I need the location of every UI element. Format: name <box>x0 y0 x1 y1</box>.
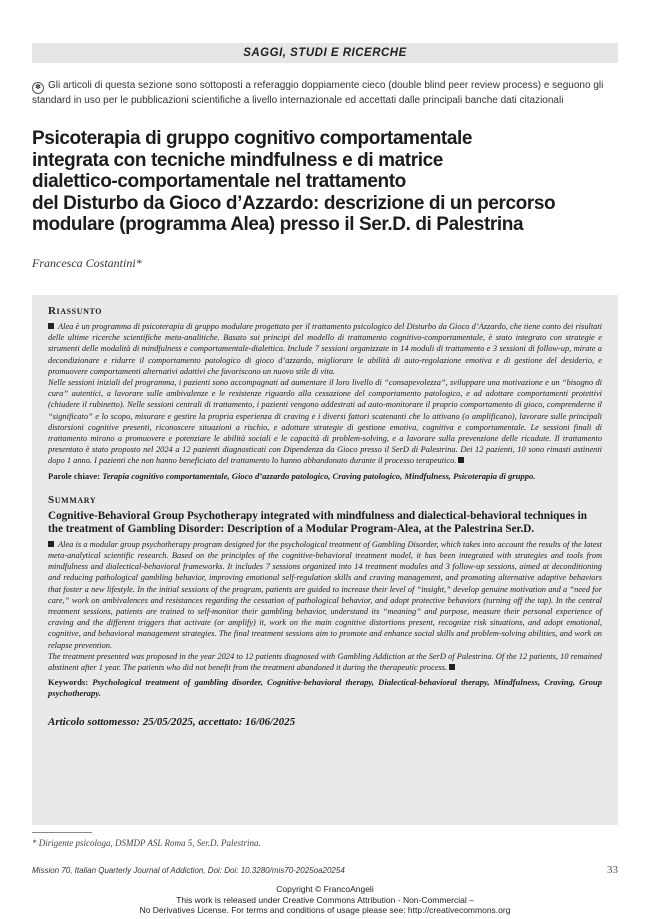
riassunto-paragraph: Nelle sessioni iniziali del programma, i pazienti sono accompagnati ad aumentare il loro livello di “consapevolezza”, sviluppare una motivazione e un “bisogno di cura” autentici, a lavorare sulle ambivalenze e le resistenze riguardo alla cessazione del comportamento patologico, e ad adottare comportamenti protettivi (chiudere il rubinetto). Nelle sessioni centrali di trattamento, i pazienti vengono addestrati ad auto-monitorare il proprio comportamento di gioco, comprenderne il “significato” e lo scopo, misurare e gestire la propria esperienza di craving e i diversi fattori scatenanti che lo attivano (o amplificano), lavorare sulle principali distorsioni cognitive presenti, riconoscere situazioni a rischio, e adottare strategie di gestione emotiva, cognitiva e comportamentale. Le sessioni finali di trattamento mirano a promuovere e potenziare le abilità sociali e le capacità di problem-solving, e a lavorare sulla prevenzione delle ricadute. Il trattamento presentato è stato proposto nel 2024 a 12 pazienti diagnosticati con Dipendenza da Gioco presso il SerD di Palestrina. Dei 12 pazienti, 10 sono rimasti astinenti dopo 1 anno. I pazienti che non hanno beneficiato del trattamento lo hanno abbandonato durante il processo terapeutico. <box>48 378 602 466</box>
copyright-notice <box>0 884 650 916</box>
bullet-square-icon <box>48 323 54 329</box>
keywords-value: Terapia cognitivo comportamentale, Gioco d’azzardo patologico, Craving patologico, Mindfulness, Psicoterapia di gruppo. <box>102 470 536 481</box>
submission-dates: Articolo sottomesso: 25/05/2025, accettato: 16/06/2025 <box>48 715 296 728</box>
keywords-label: Parole chiave: <box>48 470 101 481</box>
journal-footer: Mission 70, Italian Quarterly Journal of Addiction, Doi: Doi: 10.3280/mis70-2025oa20254 <box>32 866 345 875</box>
title-line: Psicoterapia di gruppo cognitivo comportamentale <box>32 128 473 149</box>
title-line: del Disturbo da Gioco d’Azzardo: descrizione di un percorso <box>32 192 556 214</box>
end-square-icon <box>449 664 455 670</box>
copyright-line: This work is released under Creative Commons Attribution - Non-Commercial – <box>176 894 474 905</box>
summary-paragraph: Alea is a modular group psychotherapy program designed for the psychological treatment of Gambling Disorder, which takes into account the results of the latest meta-analytical scientific research. Based on the principles of the cognitive-behavioral treatment model, it has been integrated with strategies and tools from mindfulness and dialectical-behavioral frameworks. It includes 7 sessions organized into 14 treatment modules and 3 follow-up sessions, aimed at deconditioning and reducing pathological gambling behavior, improving emotional self-regulation skills and craving management, and promoting alternative adaptive behaviors that foster a new lifestyle. In the initial sessions of the program, patients are guided to increase their level of “insight,” develop genuine motivation and a “need for care,” work on ambivalences and resistances regarding the cessation of pathological behavior, and adopt protective behaviors (turning off the tap). In the central treatment sessions, patients are trained to self-monitor their gambling behavior, understand its “meaning” and purpose, measure their personal experience of craving and the different triggers that activate (or amplify) it, work on the main cognitive distortions present, recognize risk situations, and adopt emotional, cognitive, and behavioral management strategies. The final treatment sessions aim to promote and enhance social skills and problem-solving abilities, and work on relapse prevention. <box>48 539 602 650</box>
end-square-icon <box>458 457 464 463</box>
title-line: dialettico-comportamentale nel trattamento <box>32 171 406 192</box>
summary-keywords <box>48 677 602 699</box>
article-title <box>32 128 618 236</box>
bullet-square-icon <box>48 541 54 547</box>
copyright-line: No Derivatives License. For terms and conditions of usage please see: http://creativecommons.org <box>139 905 511 915</box>
notice-text: Gli articoli di questa sezione sono sottoposti a referaggio doppiamente cieco (double blind peer review process) e seguono gli standard in uso per le pubblicazioni scientifiche a livello internazionale ed accettati dalle principali banche dati citazionali <box>32 80 604 106</box>
copyright-line: Copyright © FrancoAngeli <box>276 884 374 894</box>
page-number: 33 <box>607 864 618 876</box>
summary-title: Cognitive-Behavioral Group Psychotherapy integrated with mindfulness and dialectical-behavioral techniques in the treatment of Gambling Disorder: Description of a Modular Program-Alea, at the Palestrina Ser.D. <box>48 509 587 535</box>
title-line: integrata con tecniche mindfulness e di matrice <box>32 149 443 171</box>
peer-review-notice <box>32 79 618 107</box>
footnote-divider <box>32 832 92 833</box>
keywords-label: Keywords: <box>48 677 89 688</box>
riassunto-paragraph: Alea è un programma di psicoterapia di gruppo modulare progettato per il trattamento psicologico del Disturbo da Gioco d’Azzardo, che tiene conto dei risultati delle ultime ricerche scientifiche meta-analitiche. Basato sui principi del modello di trattamento cognitivo-comportamentale, è stato integrato con strategie e strumenti delle modalità di mindfulness e comportamentale-dialettica. Include 7 sessioni organizzate in 14 moduli di trattamento e 3 sessioni di follow-up, mirate a decondizionare e ridurre il comportamento patologico di gioco d’azzardo, migliorare le abilità di auto-regolazione emotiva e di gestione del desiderio, e promuovere comportamenti alternativi adattivi che favoriscono un nuovo stile di vita. <box>48 322 602 376</box>
title-line: modulare (programma Alea) presso il Ser.D. di Palestrina <box>32 214 524 235</box>
section-label <box>32 43 618 63</box>
summary-body <box>48 539 602 673</box>
abstract-box <box>32 295 618 825</box>
author-footnote: * Dirigente psicologa, DSMDP ASL Roma 5, Ser.D. Palestrina. <box>32 838 261 848</box>
riassunto-heading: Riassunto <box>48 305 103 317</box>
author: Francesca Costantini* <box>32 256 142 270</box>
peer-review-icon: ✽ <box>32 82 44 94</box>
riassunto-body <box>48 321 602 467</box>
riassunto-keywords <box>48 471 602 482</box>
summary-heading: Summary <box>48 493 97 506</box>
section-label-text: SAGGI, STUDI E RICERCHE <box>243 47 407 59</box>
summary-paragraph: The treatment presented was proposed in the year 2024 to 12 patients diagnosed with Gambling Addiction at the SerD of Palestrina. Of the 12 patients, 10 remained abstinent after 1 year. The patients who did not benefit from the treatment abandoned it during the therapeutic process. <box>48 651 602 673</box>
keywords-value: Psychological treatment of gambling disorder, Cognitive-behavioral therapy, Dialectical-behavioral therapy, Mindfulness, Craving, Group psychotherapy. <box>48 677 602 699</box>
